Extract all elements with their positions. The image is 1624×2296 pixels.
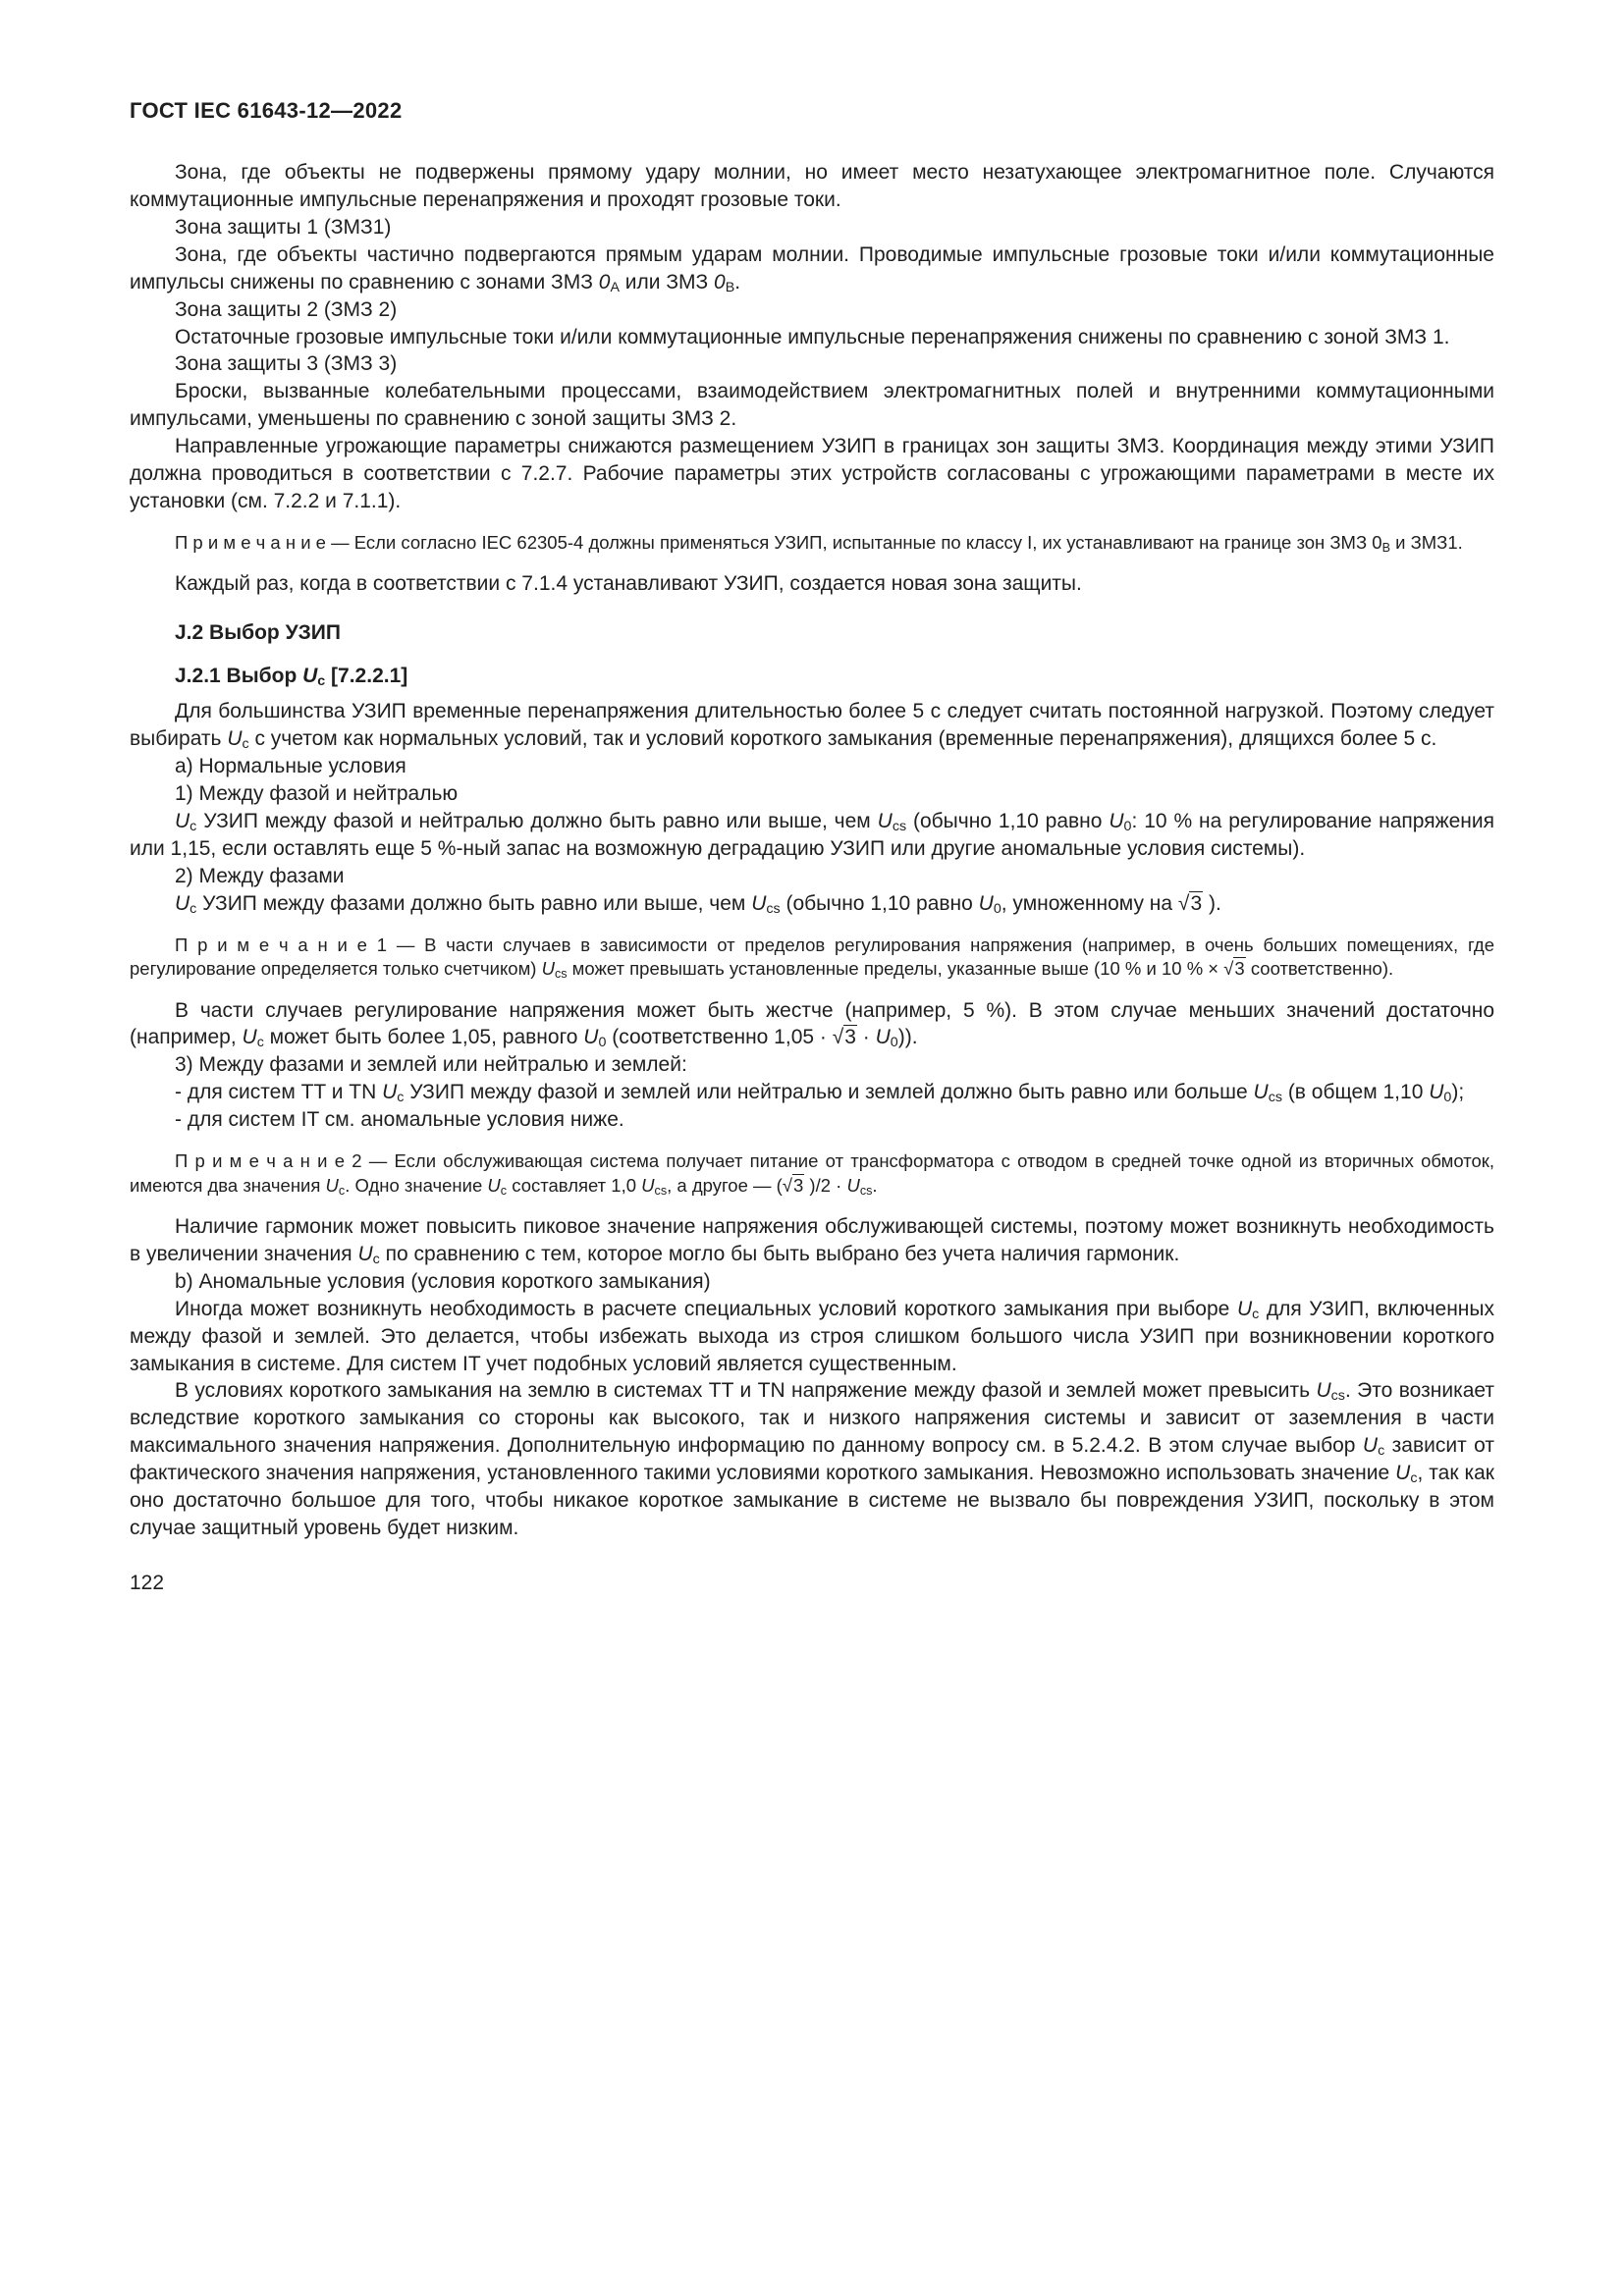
- section-heading: J.2 Выбор УЗИП: [175, 621, 341, 645]
- paragraph: Направленные угрожающие параметры снижаются размещением УЗИП в границах зон защиты ЗМЗ. Координация между этими УЗИП должна проводиться в соответствии с 7.2.7. Рабочие параметры этих устройств согласованы с угрожающими параметрами в месте их установки (см. 7.2.2 и 7.1.1).: [130, 435, 1494, 513]
- page-content: [130, 159, 1494, 1542]
- paragraph: $U_c$ УЗИП между фазой и нейтралью должно быть равно или выше, чем $U_{cs}$ (обычно 1,10 равно $U_0$: 10 % на регулирование напряжения или 1,15, если оставлять еще 5 %-ный запас на возможную деградацию УЗИП или другие аномальные условия системы).: [130, 810, 1495, 860]
- paragraph: Зона, где объекты частично подвергаются прямым ударам молнии. Проводимые импульсные грозовые токи и/или коммутационные импульсы снижены по сравнению с зонами ЗМЗ $0_А$ или ЗМЗ $0_В$.: [130, 242, 1494, 295]
- paragraph: В условиях короткого замыкания на землю в системах TT и TN напряжение между фазой и землей может превысить $U_{cs}$. Это возникает вследствие короткого замыкания со стороны как высокого, так и низкого напряжения системы и зависит от заземления в части максимального значения напряжения. Дополнительную информацию по данному вопросу см. в 5.2.4.2. В этом случае выбор $U_c$ зависит от фактического значения напряжения, установленного такими условиями короткого замыкания. Невозможно использовать значение $U_c$, так как оно достаточно большое для того, чтобы никакое короткое замыкание в системе не вызвало бы повреждения УЗИП, поскольку в этом случае защитный уровень будет низким.: [130, 1379, 1494, 1540]
- sqrt-symbol: √3: [1177, 891, 1203, 915]
- paragraph: а) Нормальные условия: [175, 755, 406, 778]
- paragraph: $U_c$ УЗИП между фазами должно быть равно или выше, чем $U_{cs}$ (обычно 1,10 равно $U_0$, умноженному на √3 ).: [175, 891, 1221, 917]
- note-paragraph: П р и м е ч а н и е 2 — Если обслуживающая система получает питание от трансформатора с отводом в средней точке одной из вторичных обмоток, имеются два значения $U_c$. Одно значение $U_c$ составляет 1,0 $U_{cs}$, а другое — (√3 )$/2 \cdot U_{cs}$.: [130, 1150, 1494, 1198]
- paragraph: Каждый раз, когда в соответствии с 7.1.4 устанавливают УЗИП, создается новая зона защиты.: [175, 572, 1082, 596]
- paragraph: 2) Между фазами: [175, 864, 345, 887]
- paragraph: Зона защиты 3 (ЗМЗ 3): [175, 352, 398, 376]
- document-header: ГОСТ IEC 61643-12—2022: [130, 98, 403, 123]
- sqrt-symbol: √3: [832, 1026, 856, 1049]
- paragraph: В части случаев регулирование напряжения может быть жестче (например, 5 %). В этом случае меньших значений достаточно (например, $U_c$ может быть более 1,05, равного $U_0$ (соответственно $1,05 \cdot √3 \cdot U_0$)).: [130, 998, 1494, 1051]
- paragraph: Остаточные грозовые импульсные токи и/или коммутационные импульсные перенапряжения снижены по сравнению с зоной ЗМЗ 1.: [175, 325, 1450, 348]
- sqrt-symbol: √3: [1223, 958, 1245, 980]
- sqrt-symbol: √3: [782, 1174, 804, 1196]
- paragraph: 3) Между фазами и землей или нейтралью и землей:: [175, 1053, 687, 1077]
- paragraph: Зона защиты 1 (ЗМЗ1): [175, 215, 392, 239]
- paragraph: Иногда может возникнуть необходимость в расчете специальных условий короткого замыкания при выборе $U_c$ для УЗИП, включенных между фазой и землей. Это делается, чтобы избежать выхода из строя слишком большого числа УЗИП при возникновении короткого замыкания в системе. Для систем IT учет подобных условий является существенным.: [130, 1297, 1495, 1375]
- paragraph: Наличие гармоник может повысить пиковое значение напряжения обслуживающей системы, поэтому может возникнуть необходимость в увеличении значения $U_c$ по сравнению с тем, которое могло бы быть выбрано без учета наличия гармоник.: [130, 1214, 1494, 1267]
- paragraph: b) Аномальные условия (условия короткого замыкания): [175, 1269, 711, 1293]
- subsection-heading: J.2.1 Выбор $U_c$ [7.2.2.1]: [175, 665, 408, 690]
- paragraph: Зона, где объекты не подвержены прямому удару молнии, но имеет место незатухающее электромагнитное поле. Случаются коммутационные импульсные перенапряжения и проходят грозовые токи.: [130, 161, 1494, 211]
- paragraph: Для большинства УЗИП временные перенапряжения длительностью более 5 с следует считать постоянной нагрузкой. Поэтому следует выбирать $U_c$ с учетом как нормальных условий, так и условий короткого замыкания (временные перенапряжения), длящихся более 5 с.: [130, 700, 1494, 753]
- paragraph: Зона защиты 2 (ЗМЗ 2): [175, 297, 398, 321]
- paragraph: Броски, вызванные колебательными процессами, взаимодействием электромагнитных полей и внутренними коммутационными импульсами, уменьшены по сравнению с зоной защиты ЗМЗ 2.: [130, 380, 1494, 431]
- paragraph: 1) Между фазой и нейтралью: [175, 782, 459, 806]
- page-number: 122: [130, 1571, 165, 1594]
- paragraph: - для систем TT и TN $U_c$ УЗИП между фазой и землей или нейтралью и землей должно быть равно или больше $U_{cs}$ (в общем 1,10 $U_0$);: [175, 1081, 1465, 1106]
- note-paragraph: П р и м е ч а н и е 1 — В части случаев в зависимости от пределов регулирования напряжения (например, в очень больших помещениях, где регулирование определяется только счетчиком) $U_{cs}$ может превышать установленные пределы, указанные выше (10 % и 10 % × √3 соответственно).: [130, 934, 1494, 981]
- paragraph: - для систем IT см. аномальные условия ниже.: [175, 1108, 624, 1132]
- note-paragraph: П р и м е ч а н и е — Если согласно IEC 62305-4 должны применяться УЗИП, испытанные по классу I, их устанавливают на границе зон ЗМЗ $0_В$ и ЗМЗ1.: [175, 531, 1463, 555]
